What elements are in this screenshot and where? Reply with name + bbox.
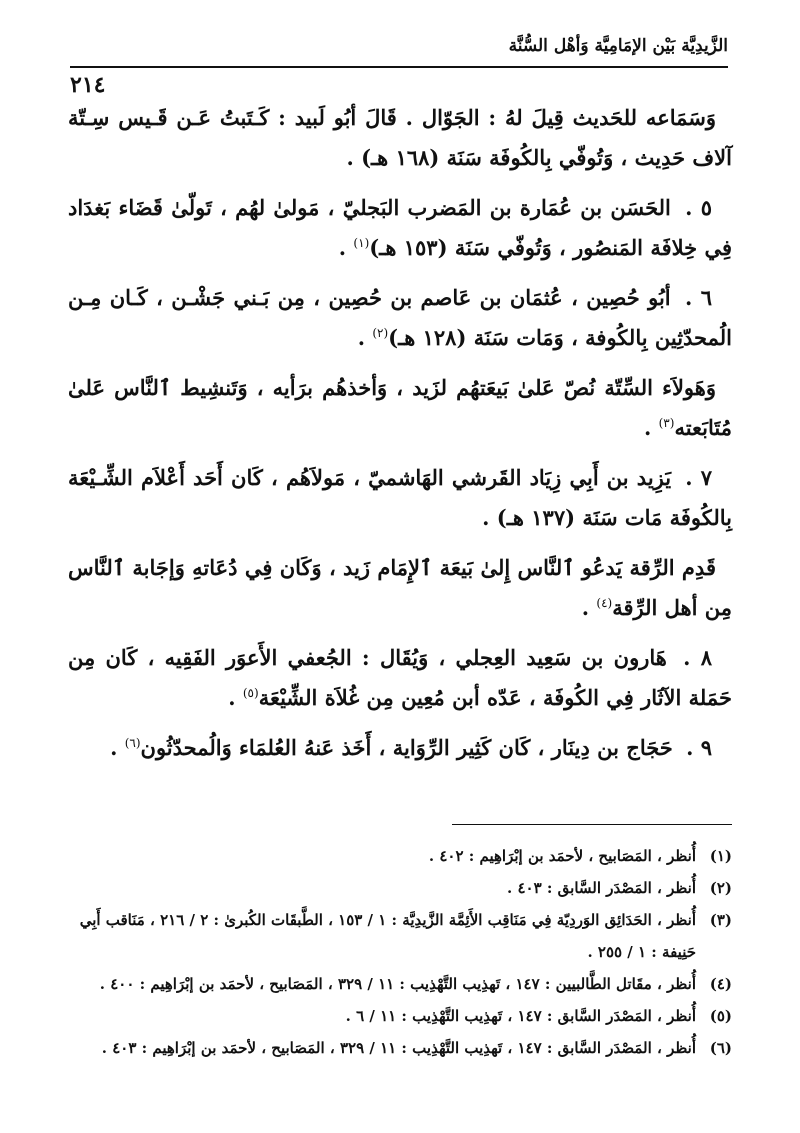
footnote-number: (٣) xyxy=(709,911,732,929)
paragraph xyxy=(68,98,732,178)
footnote xyxy=(68,968,732,1000)
entry-number: ٦ . xyxy=(685,285,712,310)
paragraph-text: وَهَولاَء السِّتّة نُصّ عَلىٰ بَيعَتهُم لزَيد ، وَأخذهُم برَأيه ، وَتَنشِيط ٱلنَّاس عَلىٰ مُتَابَعته xyxy=(68,375,732,440)
footnote-number: (٤) xyxy=(709,975,732,993)
list-entry: ٦ . أبُو حُصِين ، عُثمَان بن عَاصم بن حُصِين ، مِن بَـني جَشْـن ، كَـان مِـن الُمحدّثِين بِالكُوفة ، وَمَات سَنَة (١٢٨ هـ)$^{(٢)}$ . xyxy=(68,285,732,350)
paragraph-text: وَسَمَاعه للحَديث قِيلَ لهُ : الجَوّال . قَالَ أبُو لَبيد : كَـتَبتُ عَـن قَـيس سِـتّة آلاف حَدِيث ، وَتُوفّي بِالكُوفَة سَنَة (١٦٨ هـ) . xyxy=(68,105,732,170)
footnote-text: أُنظر ، مقَاتل الطَّالبيين : ١٤٧ ، تَهذِيب التَّهْذِيب : ١١ / ٣٢٩ ، المَصَابيح ، لأحمَد بن إبْرَاهِيم : ٤٠٠ . xyxy=(99,975,696,993)
entry-text: يَزِيد بن أَبِي زِيَاد القَرشي الهَاشميّ ، مَولاَهُم ، كَان أَحَد أَعْلاَم الشِّـيْعَة بِالكُوفَة مَات سَنَة (١٣٧ هـ) . xyxy=(68,465,732,530)
entry-number: ٩ . xyxy=(686,735,712,760)
entry-text: أبُو حُصِين ، عُثمَان بن عَاصم بن حُصِين ، مِن بَـني جَشْـن ، كَـان مِـن الُمحدّثِين بِالكُوفة ، وَمَات سَنَة (١٢٨ هـ) xyxy=(68,285,732,350)
footnote-text: أُنظر ، المَصْدَر السَّابق : ٤٠٣ . xyxy=(507,879,696,897)
entry-text: هَارون بن سَعِيد العِجلي ، وَيُقَال : الجُعفي الأَعوَر الفَقِيه ، كَان مِن حَمَلة الآثَار فِي الكُوفَة ، عَدّه أبن مُعِين مِن غُلاَة الشِّيْعَة xyxy=(68,645,732,710)
footnote-ref[interactable]: (٥) xyxy=(242,686,259,700)
entry-number: ٨ . xyxy=(683,645,713,670)
footnote-number: (١) xyxy=(709,847,732,865)
list-entry: ٥ . الحَسَن بن عُمَارة بن المَضرب البَجليّ ، مَولىٰ لهُم ، تَولّىٰ قَضَاء بَغدَاد فِي خِلافَة المَنصُور ، وَتُوفّي سَنَة (١٥٣ هـ)$^{(١)}$ . xyxy=(68,195,732,260)
footnote-ref[interactable]: (٦) xyxy=(124,736,141,750)
entry-number: ٥ . xyxy=(685,195,713,220)
footnote xyxy=(68,1000,732,1032)
footnote xyxy=(68,904,732,968)
entry-text: الحَسَن بن عُمَارة بن المَضرب البَجليّ ، مَولىٰ لهُم ، تَولّىٰ قَضَاء بَغدَاد فِي خِلافَة المَنصُور ، وَتُوفّي سَنَة (١٥٣ هـ) xyxy=(68,195,732,260)
footnote-number: (٦) xyxy=(709,1039,732,1057)
page-number: ٢١٤ xyxy=(70,72,106,98)
footnote xyxy=(68,840,732,872)
paragraph: وَهَولاَء السِّتّة نُصّ عَلىٰ بَيعَتهُم لزَيد ، وَأخذهُم برَأيه ، وَتَنشِيط ٱلنَّاس عَلىٰ مُتَابَعته$^{(٣)}$ . xyxy=(68,375,732,440)
header-rule xyxy=(70,66,728,68)
list-entry: ٨ . هَارون بن سَعِيد العِجلي ، وَيُقَال : الجُعفي الأَعوَر الفَقِيه ، كَان مِن حَمَلة الآثَار فِي الكُوفَة ، عَدّه أبن مُعِين مِن غُلاَة الشِّيْعَة$^{(٥)}$ . xyxy=(68,645,732,710)
paragraph: قَدِم الرِّقة يَدعُو ٱلنَّاس إِلىٰ بَيعَة ٱلإِمَام زَيد ، وَكَان فِي دُعَاتهِ وَإجَابة ٱلنَّاس مِن أهل الرِّقة$^{(٤)}$ . xyxy=(68,555,732,620)
footnote-text: أُنظر ، المَصَابيح ، لأحمَد بن إبْرَاهِيم : ٤٠٢ . xyxy=(428,847,696,865)
footnote-separator xyxy=(452,824,732,825)
footnote-ref[interactable]: (٢) xyxy=(372,326,389,340)
footnote-ref[interactable]: (١) xyxy=(353,236,370,250)
footnotes xyxy=(68,840,732,1064)
footnote-ref[interactable]: (٣) xyxy=(658,416,675,430)
page-header xyxy=(70,30,728,98)
footnote-text: أُنظر ، المَصْدَر السَّابق : ١٤٧ ، تَهذِيب التَّهْذِيب : ١١ / ٣٢٩ ، المَصَابيح ، لأحمَد بن إبْرَاهِيم : ٤٠٣ . xyxy=(101,1039,696,1057)
footnote-ref[interactable]: (٤) xyxy=(596,596,613,610)
list-entry xyxy=(68,458,732,538)
footnote xyxy=(68,872,732,904)
footnote xyxy=(68,1032,732,1064)
footnote-number: (٢) xyxy=(709,879,732,897)
main-text xyxy=(68,98,732,778)
entry-text: حَجَاج بن دِينَار ، كَان كَثِير الرِّوَاية ، أَخَذ عَنهُ العُلمَاء وَالُمحدّثُون xyxy=(140,735,673,760)
paragraph-text: قَدِم الرِّقة يَدعُو ٱلنَّاس إِلىٰ بَيعَة ٱلإِمَام زَيد ، وَكَان فِي دُعَاتهِ وَإجَابة ٱلنَّاس مِن أهل الرِّقة xyxy=(68,555,732,620)
footnote-text: أُنظر ، المَصْدَر السَّابق : ١٤٧ ، تَهذِيب التَّهْذِيب : ١١ / ٦ . xyxy=(345,1007,696,1025)
footnote-text: أُنظر ، الحَدَائِق الوَردِيّة فِي مَنَاقِب الأَئِمَّة الزَّيدِيَّة : ١ / ١٥٣ ، الطَّبقَات الكُبرىٰ : ٢ / ٢١٦ ، مَنَاقب أَبِي حَنِيفة : ١ / ٢٥٥ . xyxy=(79,911,696,961)
footnote-number: (٥) xyxy=(709,1007,732,1025)
entry-number: ٧ . xyxy=(685,465,712,490)
running-title: الزَّيدِيَّة بَيْن الإمَامِيَّة وَأهْل السُّنَّة xyxy=(508,36,728,56)
list-entry: ٩ . حَجَاج بن دِينَار ، كَان كَثِير الرِّوَاية ، أَخَذ عَنهُ العُلمَاء وَالُمحدّثُون$^{(٦)}$ . xyxy=(110,735,712,760)
